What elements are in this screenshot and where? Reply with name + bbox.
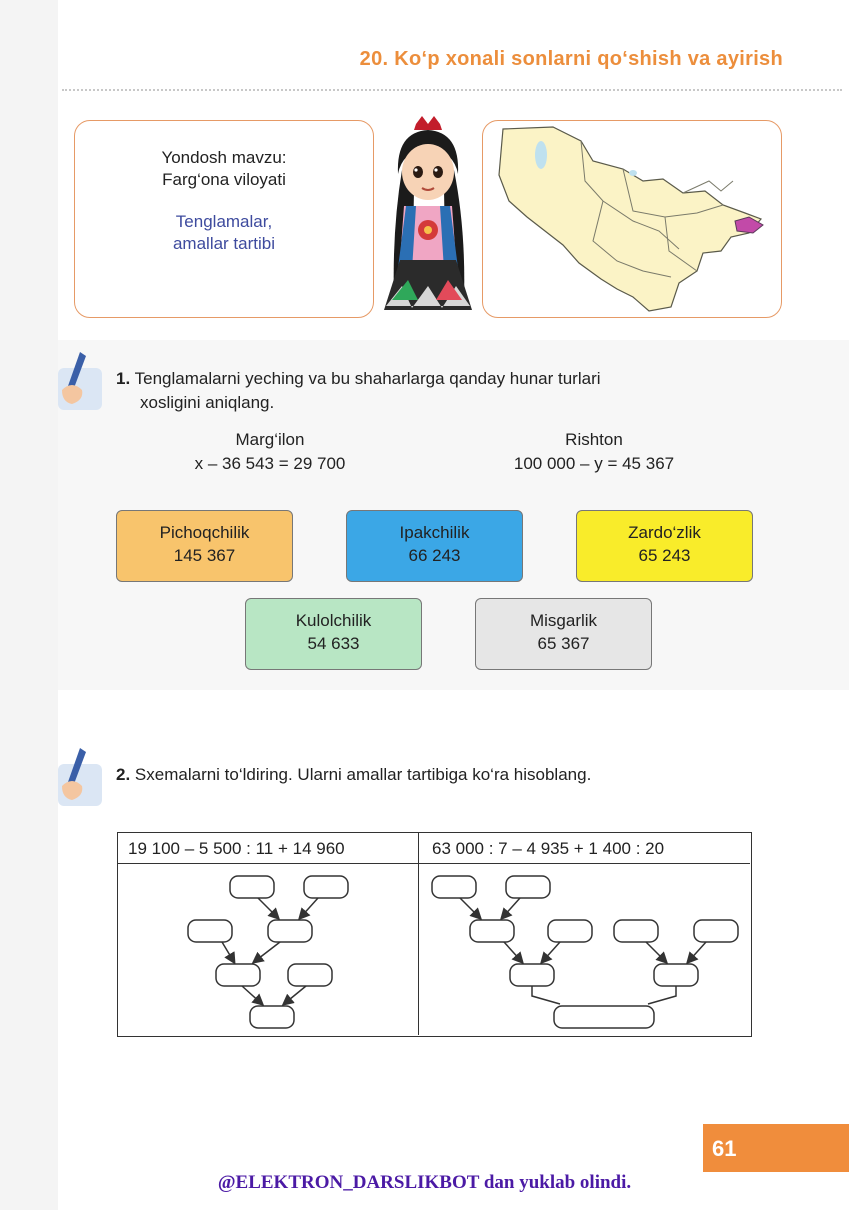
expression-scheme-table: [117, 832, 752, 1037]
scheme-arrow: [646, 942, 666, 962]
scheme-arrow: [542, 942, 560, 962]
equation: x – 36 543 = 29 700: [194, 454, 346, 473]
craft-value: 65 367: [537, 634, 590, 653]
topic-line-2: Farg‘ona viloyati: [162, 170, 286, 189]
scheme-box: [510, 964, 554, 986]
dotted-divider: [62, 89, 842, 91]
craft-label: Kulolchilik: [295, 611, 372, 630]
equation-block-margilon: [150, 428, 390, 476]
task2-number: 2.: [116, 765, 131, 784]
scheme-box: [694, 920, 738, 942]
task1-text-line1: Tenglamalarni yeching va bu shaharlarga qanday hunar turlari: [134, 369, 601, 388]
expression-2: 63 000 : 7 – 4 935 + 1 400 : 20: [432, 839, 665, 858]
scheme-box: [554, 1006, 654, 1028]
scheme-box: [288, 964, 332, 986]
craft-value: 65 243: [638, 546, 691, 565]
scheme-box: [216, 964, 260, 986]
girl-illustration: [372, 110, 484, 320]
uzbekistan-map-box: [482, 120, 782, 318]
city-label: Marg‘ilon: [235, 430, 305, 449]
scheme-arrow: [460, 898, 480, 918]
operation-order-schemes: [118, 864, 750, 1034]
craft-label: Pichoqchilik: [159, 523, 250, 542]
scheme-arrow: [504, 942, 522, 962]
scheme-arrow: [688, 942, 706, 962]
scheme-box: [304, 876, 348, 898]
scheme-connector: [532, 986, 560, 1004]
pencil-hand-icon: [56, 350, 102, 410]
page-number: 61: [712, 1136, 737, 1161]
scheme-arrow: [242, 986, 262, 1004]
scheme-box: [230, 876, 274, 898]
craft-card: [576, 510, 753, 582]
task2-text: Sxemalarni to‘ldiring. Ularni amallar tartibiga ko‘ra hisoblang.: [134, 765, 592, 784]
craft-card: [245, 598, 422, 670]
scheme-box: [250, 1006, 294, 1028]
download-footer: @ELEKTRON_DARSLIKBOT dan yuklab olindi.: [217, 1172, 632, 1193]
scheme-arrow: [300, 898, 318, 918]
task1-text-line2: xosligini aniqlang.: [140, 393, 275, 412]
scheme-arrow: [222, 942, 234, 962]
scheme-arrow: [258, 898, 278, 918]
topic-line-4: amallar tartibi: [172, 234, 276, 253]
pencil-hand-icon: [56, 746, 102, 806]
task1-instruction: [116, 367, 601, 415]
expression-1: 19 100 – 5 500 : 11 + 14 960: [128, 839, 345, 858]
craft-value: 54 633: [307, 634, 360, 653]
craft-label: Misgarlik: [529, 611, 598, 630]
page-title: 20. Ko‘p xonali sonlarni qo‘shish va ayirish: [359, 48, 783, 70]
scheme-arrow: [502, 898, 520, 918]
topic-line-1: Yondosh mavzu:: [161, 148, 287, 167]
craft-card: [346, 510, 523, 582]
topic-line-3: Tenglamalar,: [175, 212, 273, 231]
scheme-arrow: [254, 942, 280, 962]
scheme-box: [614, 920, 658, 942]
craft-label: Ipakchilik: [399, 523, 470, 542]
uzbekistan-map: [483, 121, 781, 317]
left-margin-strip: [0, 0, 58, 1210]
craft-value: 66 243: [408, 546, 461, 565]
craft-value: 145 367: [173, 546, 236, 565]
scheme-connector: [648, 986, 676, 1004]
craft-label: Zardo‘zlik: [628, 523, 701, 542]
equation-block-rishton: [474, 428, 714, 476]
craft-card: [116, 510, 293, 582]
city-label: Rishton: [565, 430, 623, 449]
scheme-box: [506, 876, 550, 898]
scheme-box: [654, 964, 698, 986]
topic-box: [74, 120, 374, 318]
task2-instruction: [116, 763, 591, 787]
scheme-box: [548, 920, 592, 942]
scheme-box: [470, 920, 514, 942]
scheme-box: [268, 920, 312, 942]
craft-card: [475, 598, 652, 670]
equation: 100 000 – y = 45 367: [513, 454, 675, 473]
task1-number: 1.: [116, 369, 131, 388]
scheme-box: [432, 876, 476, 898]
scheme-arrow: [284, 986, 306, 1004]
scheme-box: [188, 920, 232, 942]
